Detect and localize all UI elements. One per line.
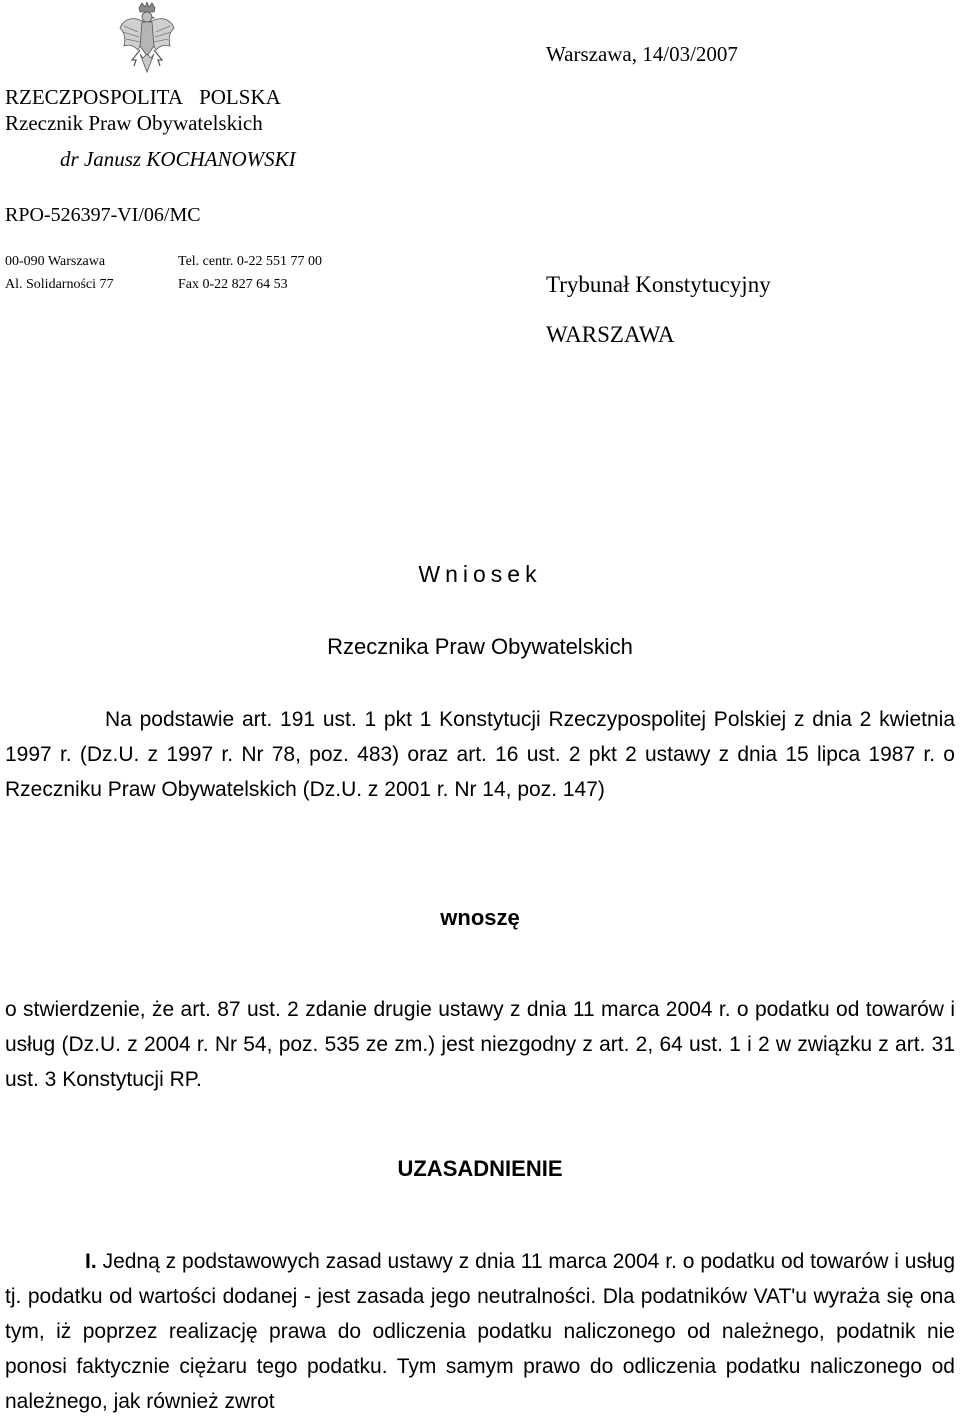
recipient-city: WARSZAWA: [546, 322, 675, 347]
sender-address: [5, 250, 114, 296]
place-and-date: Warszawa, 14/03/2007: [546, 42, 738, 66]
address-line: 00-090 Warszawa: [5, 254, 106, 269]
section-heading: UZASADNIENIE: [397, 1156, 563, 1181]
section-number: I.: [85, 1250, 97, 1273]
polish-eagle-emblem-icon: [118, 2, 176, 78]
organization-name: Rzecznik Praw Obywatelskich: [5, 111, 263, 135]
signatory-name: dr Janusz KOCHANOWSKI: [60, 147, 296, 171]
sender-phone: [178, 250, 322, 296]
motion-word: wnoszę: [440, 905, 520, 930]
justification-text: Jedną z podstawowych zasad ustawy z dnia 11 marca 2004 r. o podatku od towarów i usług tj. podatku od wartości dodanej - jest zasada jego neutralności. Dla podatników VAT'u wyraża się ona tym, iż poprzez realizację prawa do odliczenia podatku naliczonego od należnego, podatnik nie ponosi faktycznie ciężaru tego podatku. Tym samym prawo do odliczenia podatku naliczonego od należnego, jak również zwrot: [5, 1250, 955, 1413]
justification-paragraph: [5, 1244, 955, 1419]
document-subtitle: Rzecznika Praw Obywatelskich: [327, 634, 633, 659]
motion-paragraph: o stwierdzenie, że art. 87 ust. 2 zdanie drugie ustawy z dnia 11 marca 2004 r. o podatku od towarów i usług (Dz.U. z 2004 r. Nr 54, poz. 535 ze zm.) jest niezgodny z art. 2, 64 ust. 1 i 2 w związku z art. 31 ust. 3 Konstytucji RP.: [5, 998, 955, 1091]
phone-line: Tel. centr. 0-22 551 77 00: [178, 254, 323, 269]
document-title: Wniosek: [418, 561, 542, 587]
reference-number: RPO-526397-VI/06/MC: [5, 204, 201, 226]
organization-country: RZECZPOSPOLITA POLSKA: [5, 85, 281, 109]
recipient-name: Trybunał Konstytucyjny: [546, 272, 771, 297]
address-line: Al. Solidarności 77: [5, 277, 114, 292]
fax-line: Fax 0-22 827 64 53: [178, 277, 288, 292]
legal-basis-paragraph: Na podstawie art. 191 ust. 1 pkt 1 Konstytucji Rzeczypospolitej Polskiej z dnia 2 kwietnia 1997 r. (Dz.U. z 1997 r. Nr 78, poz. 483) oraz art. 16 ust. 2 pkt 2 ustawy z dnia 15 lipca 1987 r. o Rzeczniku Praw Obywatelskich (Dz.U. z 2001 r. Nr 14, poz. 147): [5, 708, 955, 801]
